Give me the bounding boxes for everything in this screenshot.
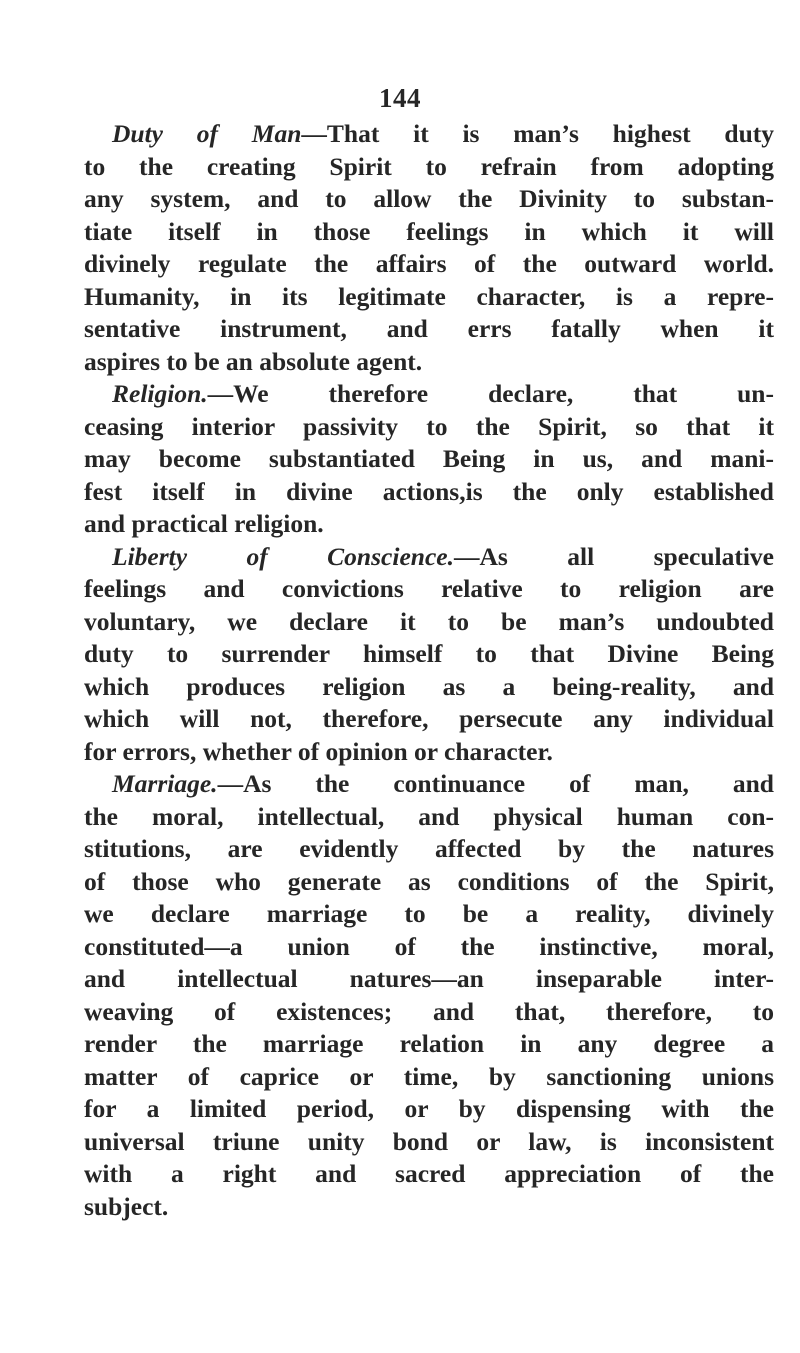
text-line: any system, and to allow the Divinity to substan- — [84, 184, 774, 213]
text-line: sentative instrument, and errs fatally when it — [84, 314, 774, 343]
text-line: to the creating Spirit to refrain from adopting — [84, 151, 774, 181]
text-line: weaving of existences; and that, therefore, to — [84, 996, 774, 1026]
text-line: may become substantiated Being in us, and mani- — [84, 444, 774, 473]
text-line: of those who generate as conditions of the Spirit, — [84, 866, 774, 896]
paragraph-religion — [84, 378, 774, 541]
paragraph-heading: Marriage. — [112, 769, 218, 798]
text-line: for a limited period, or by dispensing with the — [84, 1094, 774, 1123]
text-line: constituted—a union of the instinctive, moral, — [84, 931, 774, 961]
text-line: render the marriage relation in any degree a — [84, 1029, 774, 1058]
text-line: subject. — [84, 1191, 169, 1221]
text-line: for errors, whether of opinion or character. — [84, 736, 553, 766]
paragraph-heading: Liberty of Conscience. — [112, 541, 454, 571]
paragraph-heading: Duty of Man — [112, 119, 302, 148]
page-body — [84, 118, 774, 1223]
text-line — [84, 118, 774, 151]
text-line: stitutions, are evidently affected by the natures — [84, 834, 774, 863]
text-line: voluntary, we declare it to be man’s undoubted — [84, 606, 774, 636]
text-line: and practical religion. — [84, 509, 324, 538]
text-line: Humanity, in its legitimate character, is a repre- — [84, 281, 774, 311]
text-line: with a right and sacred appreciation of the — [84, 1159, 774, 1188]
text-line: universal triune unity bond or law, is inconsistent — [84, 1126, 774, 1156]
text-line: divinely regulate the affairs of the outward world. — [84, 249, 774, 278]
text-line: ceasing interior passivity to the Spirit, so that it — [84, 411, 774, 441]
paragraph-duty-of-man — [84, 118, 774, 378]
text-run: —We therefore declare, that un- — [207, 379, 774, 408]
text-run: —As all speculative — [453, 541, 774, 571]
paragraph-marriage — [84, 768, 774, 1223]
text-line: duty to surrender himself to that Divine Being — [84, 639, 774, 668]
text-run: —That it is man’s highest duty — [301, 119, 774, 148]
text-line — [84, 378, 774, 411]
text-run: —As the continuance of man, and — [217, 769, 774, 798]
text-line — [84, 541, 774, 574]
text-line — [84, 768, 774, 801]
paragraph-heading: Religion. — [112, 379, 208, 408]
text-line: matter of caprice or time, by sanctioning unions — [84, 1061, 774, 1091]
page-number: 144 — [379, 83, 421, 113]
text-line: the moral, intellectual, and physical human con- — [84, 801, 774, 831]
text-line: fest itself in divine actions,is the only established — [84, 476, 774, 506]
text-line: and intellectual natures—an inseparable inter- — [84, 964, 774, 993]
text-line: feelings and convictions relative to religion are — [84, 574, 774, 603]
text-line: which will not, therefore, persecute any individual — [84, 704, 774, 733]
paragraph-liberty-of-conscience — [84, 541, 774, 769]
text-line: we declare marriage to be a reality, divinely — [84, 899, 774, 928]
text-line: tiate itself in those feelings in which it will — [84, 216, 774, 246]
text-line: aspires to be an absolute agent. — [84, 346, 423, 376]
text-line: which produces religion as a being-reality, and — [84, 671, 774, 701]
